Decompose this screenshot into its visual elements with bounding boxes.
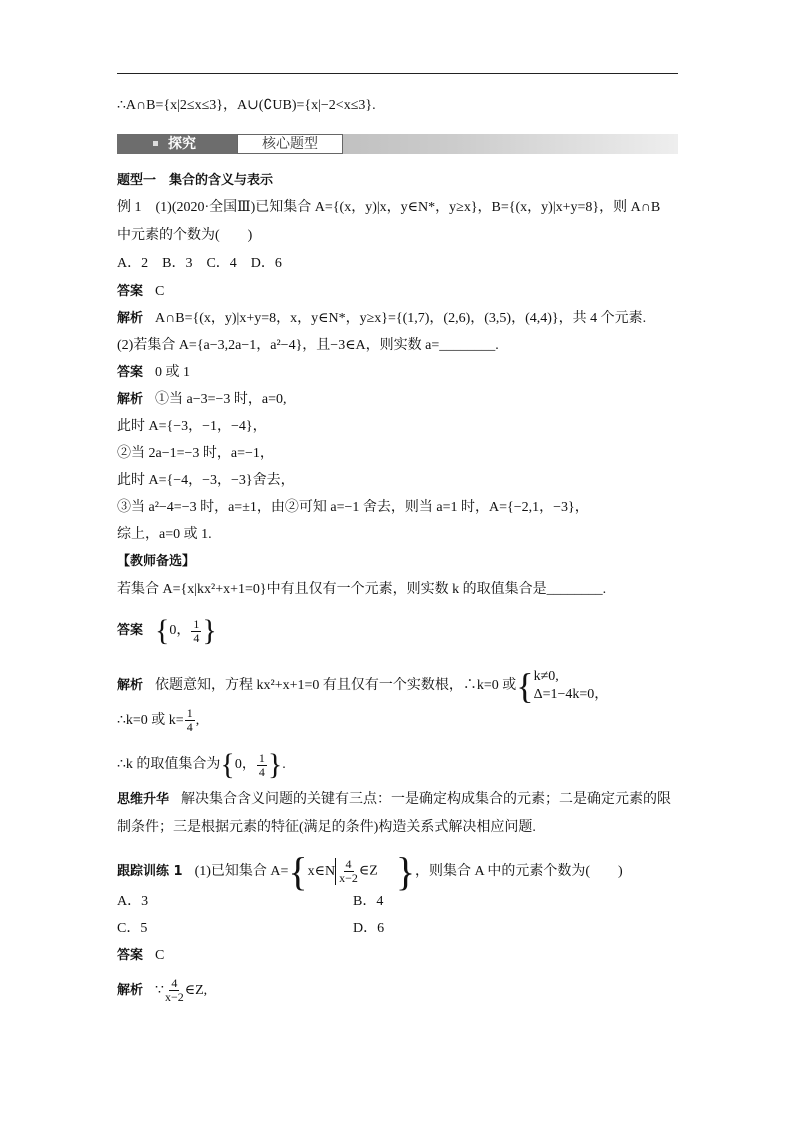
analysis2-step: 综上，a=0 或 1. [117,527,212,542]
conclusion-line: ∴A∩B={x|2≤x≤3}，A∪(∁UB)={x|−2<x≤3}. [117,98,376,113]
k-set-line: ∴k 的取值集合为{0， $\frac{1}{4}$ }. [117,748,286,781]
teacher-question: 若集合 A={x|kx²+x+1=0}中有且仅有一个元素，则实数 k 的取值集合是________. [117,582,607,597]
example-options: A．2 B．3 C．4 D．6 [117,256,282,271]
answer2-line: 答案 0 或 1 [117,365,191,380]
teacher-analysis: 解析 依题意知，方程 kx²+x+1=0 有且仅有一个实数根，∴k=0 或{ k≠0, Δ=1−4k=0， [117,665,609,706]
option-b: B．4 [353,894,384,909]
banner-dark-label: 探究 [168,136,196,152]
banner-light-label: 核心题型 [237,134,343,154]
summary-line-2: 制条件；三是根据元素的特征(满足的条件)构造关系式解决相应问题. [117,820,536,835]
example-line-2: 中元素的个数为( ) [117,228,253,243]
part2-question: (2)若集合 A={a−3,2a−1，a²−4}，且−3∈A，则实数 a=________. [117,338,499,353]
analysis2-step: ②当 2a−1=−3 时，a=−1， [117,446,274,461]
practice-answer: 答案 C [117,948,165,963]
example-line-1: 例 1 (1)(2020·全国Ⅲ)已知集合 A={(x，y)|x，y∈N*，y≥x}，B={(x，y)|x+y=8}，则 A∩B [117,200,661,215]
summary-line-1: 思维升华 解决集合含义问题的关键有三点：一是确定构成集合的元素；二是确定元素的限 [117,792,672,807]
analysis2-step: 此时 A={−3，−1，−4}， [117,419,267,434]
square-bullet-icon [153,141,158,146]
answer-line: 答案 C [117,284,165,299]
header-rule [117,73,678,74]
analysis-line: 解析 A∩B={(x，y)|x+y=8，x，y∈N*，y≥x}={(1,7)，(2,6)，(3,5)，(4,4)}，共 4 个元素. [117,311,647,326]
option-d: D．6 [353,921,385,936]
option-c: C．5 [117,921,148,936]
analysis2-step: 此时 A={−4，−3，−3}舍去， [117,473,295,488]
section-title: 题型一 集合的含义与表示 [117,173,274,188]
analysis2-line: 解析 ①当 a−3=−3 时，a=0, [117,392,287,407]
teacher-title: 【教师备选】 [117,554,196,569]
analysis2-step: ③当 a²−4=−3 时，a=±1，由②可知 a=−1 舍去，则当 a=1 时，A={−2,1，−3}， [117,500,589,515]
section-banner [117,134,678,154]
option-a: A．3 [117,894,149,909]
k-values-line: ∴k=0 或 k= $\frac{1}{4}$ , [117,706,200,735]
practice-analysis: 解析 ∵ $\frac{4}{x-2}$ ∈Z, [117,976,208,1005]
practice-question: 跟踪训练 1 (1)已知集合 A={x∈N $\frac{4}{x-2}$ ∈Z }，则集合 A 中的元素个数为( ) [117,848,623,894]
teacher-answer: 答案 {0， $\frac{1}{4}$ } [117,614,217,647]
